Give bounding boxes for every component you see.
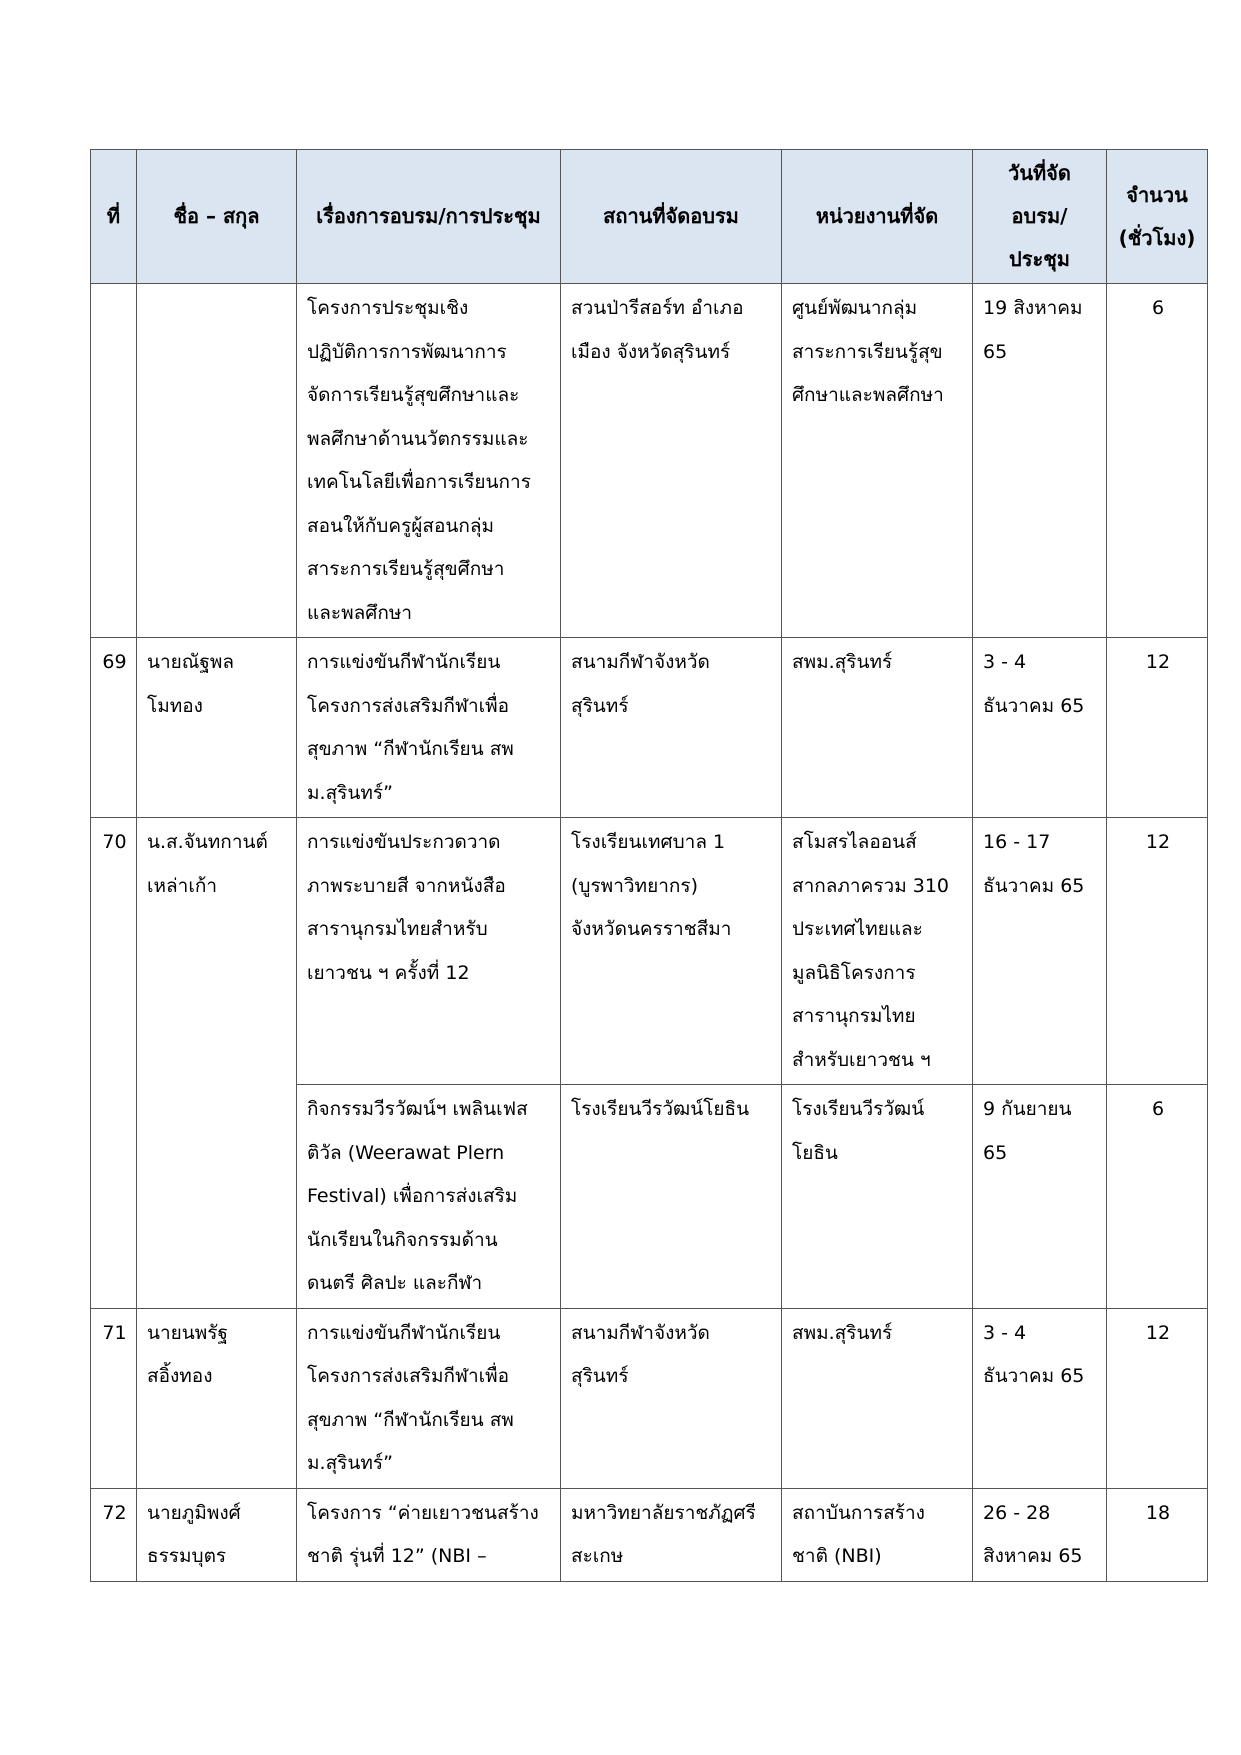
name-line: โมทอง [147,694,203,717]
name-line: น.ส.จันทกานต์ [147,831,268,853]
topic-line: เยาวชน ฯ ครั้งที่ 12 [307,961,470,984]
organizer-line: ประเทศไทยและ [792,918,923,940]
venue-line: โรงเรียนเทศบาล 1 [571,831,726,853]
topic-line: นักเรียนในกิจกรรมด้าน [307,1228,498,1251]
name-line: นายณัฐพล [147,651,235,673]
date-line: 26 - 28 [983,1501,1051,1524]
cell-name [137,1308,297,1488]
cell-no [91,284,137,638]
venue-line: สะเกษ [571,1545,624,1567]
cell-date [973,284,1107,638]
cell-hours: 12 [1107,1308,1208,1488]
topic-line: ปฏิบัติการการพัฒนาการ [307,340,507,363]
venue-line: สวนป่ารีสอร์ท อำเภอ [571,297,744,319]
table-header-row [91,150,1208,284]
topic-line: เทคโนโลยีเพื่อการเรียนการ [307,471,531,493]
cell-no: 72 [91,1488,137,1581]
date-line: ธันวาคม 65 [983,1365,1085,1387]
topic-line: โครงการส่งเสริมกีฬาเพื่อ [307,694,510,717]
date-line: 65 [983,1141,1008,1164]
topic-line: สอนให้กับครูผู้สอนกลุ่ม [307,514,495,537]
header-date-line: ประชุม [1009,247,1070,271]
date-line: 3 - 4 [983,651,1027,673]
cell-date [973,1488,1107,1581]
organizer-line: สโมสรไลออนส์ [792,831,917,853]
topic-line: ม.สุรินทร์” [307,1452,393,1474]
organizer-line: สารานุกรมไทย [792,1005,916,1027]
cell-venue [561,1085,782,1309]
cell-name [137,1488,297,1581]
header-organizer: หน่วยงานที่จัด [782,150,973,284]
venue-line: เมือง จังหวัดสุรินทร์ [571,340,731,363]
venue-line: สนามกีฬาจังหวัด [571,1321,710,1344]
organizer-line: ชาติ (NBI) [792,1545,882,1567]
cell-venue [561,1488,782,1581]
topic-line: การแข่งขันกีฬานักเรียน [307,651,501,673]
topic-line: จัดการเรียนรู้สุขศึกษาและ [307,384,520,406]
venue-line: โรงเรียนวีรวัฒน์โยธิน [571,1098,750,1120]
topic-line: ม.สุรินทร์” [307,781,393,804]
topic-line: Festival) เพื่อการส่งเสริม [307,1185,518,1207]
header-date-line: อบรม/ [1011,204,1068,228]
header-hours [1107,150,1208,284]
cell-topic [297,1308,561,1488]
cell-organizer [782,1308,973,1488]
header-name: ชื่อ – สกุล [137,150,297,284]
date-line: ธันวาคม 65 [983,874,1085,897]
topic-line: พลศึกษาด้านนวัตกรรมและ [307,427,529,450]
cell-organizer [782,1085,973,1309]
cell-organizer [782,1488,973,1581]
cell-name [137,638,297,818]
header-venue: สถานที่จัดอบรม [561,150,782,284]
header-topic: เรื่องการอบรม/การประชุม [297,150,561,284]
name-line: สอิ้งทอง [147,1365,213,1387]
cell-venue [561,818,782,1085]
cell-hours: 6 [1107,284,1208,638]
venue-line: มหาวิทยาลัยราชภัฏศรี [571,1501,756,1524]
organizer-line: สถาบันการสร้าง [792,1501,925,1524]
organizer-line: สาระการเรียนรู้สุข [792,340,943,363]
venue-line: (บูรพาวิทยากร) [571,874,698,897]
header-hours-line: จำนวน [1126,182,1188,207]
organizer-line: มูลนิธิโครงการ [792,961,916,984]
topic-line: ชาติ รุ่นที่ 12” (NBI – [307,1545,487,1567]
cell-hours: 12 [1107,638,1208,818]
cell-date [973,818,1107,1085]
cell-venue [561,284,782,638]
cell-date [973,638,1107,818]
date-line: 19 สิงหาคม [983,297,1083,319]
cell-no: 71 [91,1308,137,1488]
organizer-line: สากลภาครวม 310 [792,874,950,897]
topic-line: กิจกรรมวีรวัฒน์ฯ เพลินเฟส [307,1098,528,1120]
cell-venue [561,638,782,818]
cell-name [137,284,297,638]
organizer-line: สำหรับเยาวชน ฯ [792,1048,931,1071]
venue-line: จังหวัดนครราชสีมา [571,918,732,940]
cell-date [973,1308,1107,1488]
cell-organizer [782,818,973,1085]
cell-organizer [782,638,973,818]
venue-line: สุรินทร์ [571,1365,629,1387]
topic-line: การแข่งขันกีฬานักเรียน [307,1321,501,1344]
date-line: 16 - 17 [983,831,1051,853]
header-date-line: วันที่จัด [1008,161,1071,185]
venue-line: สุรินทร์ [571,694,629,717]
organizer-line: โรงเรียนวีรวัฒน์ [792,1098,925,1120]
cell-date [973,1085,1107,1309]
venue-line: สนามกีฬาจังหวัด [571,651,710,673]
training-record-table [90,149,1208,1582]
table-row [91,284,1208,638]
organizer-line: ศึกษาและพลศึกษา [792,384,944,406]
cell-no: 69 [91,638,137,818]
cell-venue [561,1308,782,1488]
topic-line: ภาพระบายสี จากหนังสือ [307,874,506,897]
date-line: ธันวาคม 65 [983,694,1085,717]
organizer-line: สพม.สุรินทร์ [792,1321,893,1344]
cell-organizer [782,284,973,638]
topic-line: โครงการส่งเสริมกีฬาเพื่อ [307,1365,510,1387]
topic-line: สุขภาพ “กีฬานักเรียน สพ [307,1408,514,1431]
cell-topic [297,1085,561,1309]
cell-hours: 18 [1107,1488,1208,1581]
topic-line: สารานุกรมไทยสำหรับ [307,918,488,940]
topic-line: โครงการประชุมเชิง [307,297,469,319]
header-date [973,150,1107,284]
date-line: 65 [983,340,1008,363]
organizer-line: โยธิน [792,1141,838,1164]
table-row [91,638,1208,818]
topic-line: การแข่งขันประกวดวาด [307,831,501,853]
name-line: เหล่าเก้า [147,874,217,897]
cell-hours: 12 [1107,818,1208,1085]
name-line: ธรรมบุตร [147,1545,227,1567]
cell-topic [297,638,561,818]
name-line: นายภูมิพงศ์ [147,1501,241,1524]
topic-line: ดนตรี ศิลปะ และกีฬา [307,1272,483,1294]
date-line: 3 - 4 [983,1321,1027,1344]
date-line: สิงหาคม 65 [983,1545,1083,1567]
cell-topic [297,818,561,1085]
topic-line: สุขภาพ “กีฬานักเรียน สพ [307,738,514,760]
cell-topic [297,1488,561,1581]
header-hours-line: (ชั่วโมง) [1118,225,1196,250]
topic-line: และพลศึกษา [307,601,413,624]
organizer-line: สพม.สุรินทร์ [792,651,893,673]
cell-name [137,818,297,1309]
topic-line: โครงการ “ค่ายเยาวชนสร้าง [307,1501,539,1524]
name-line: นายนพรัฐ [147,1321,228,1344]
table-row [91,1308,1208,1488]
header-no: ที่ [91,150,137,284]
date-line: 9 กันยายน [983,1098,1072,1120]
cell-no: 70 [91,818,137,1309]
table-row [91,818,1208,1085]
topic-line: สาระการเรียนรู้สุขศึกษา [307,558,505,580]
topic-line: ติวัล (Weerawat Plern [307,1141,505,1164]
table-row [91,1488,1208,1581]
organizer-line: ศูนย์พัฒนากลุ่ม [792,297,918,319]
cell-hours: 6 [1107,1085,1208,1309]
cell-topic [297,284,561,638]
